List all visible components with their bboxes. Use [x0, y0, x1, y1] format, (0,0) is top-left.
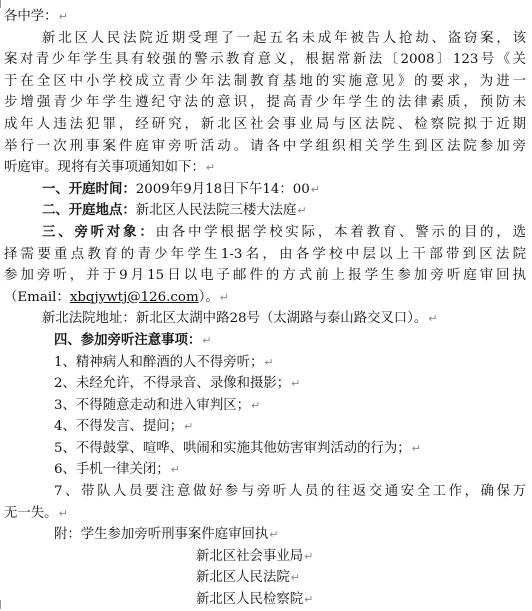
note-7-line-1: 7、带队人员要注意做好参与旁听人员的往返交通安全工作，确保万	[54, 484, 526, 500]
page-edge-bottom-marker	[0, 600, 1, 609]
page-edge-top-marker	[0, 0, 1, 8]
note-text: 2、未经允许，不得录音、录像和摄影；	[54, 376, 291, 392]
note-7-line-2	[4, 503, 526, 525]
salutation-line	[4, 6, 526, 28]
intro-line-1: 新北区人民法院近期受理了一起五名未成年被告人抢劫、盗窃案，该	[42, 30, 526, 46]
intro-line-4: 步增强青少年学生遵纪守法的意识，提高青少年学生的法律素质，预防未	[4, 95, 526, 111]
address-line	[4, 308, 526, 330]
paragraph-mark: ↵	[304, 549, 314, 563]
paragraph-mark: ↵	[297, 204, 307, 218]
paragraph-mark: ↵	[219, 290, 229, 304]
item-3-line-1	[4, 222, 526, 244]
note-text: 6、手机一律关闭；	[54, 462, 170, 478]
item-2-line	[4, 200, 526, 222]
intro-line-6: 举行一次刑事案件庭审旁听活动。请各中学组织相关学生到区法院参加旁	[4, 138, 526, 154]
paragraph-mark: ↵	[304, 593, 314, 607]
paragraph-mark: ↵	[411, 441, 421, 455]
paragraph-mark: ↵	[290, 571, 300, 585]
note-item	[4, 373, 526, 395]
salutation: 各中学：	[4, 9, 58, 24]
signature-line	[4, 589, 526, 611]
court-address: 新北法院地址：新北区太湖中路28号（太湖路与泰山路交叉口）。	[42, 311, 428, 327]
item-3-line-2: 择需要重点教育的青少年学生1-3名，由各学校中层以上干部带到区法院	[4, 246, 526, 262]
item-4-label: 四、参加旁听注意事项：	[54, 331, 202, 348]
item-3-line-3: 参加旁听，并于9月15日以电子邮件的方式前上报学生参加旁听庭审回执	[4, 268, 526, 284]
attachment-text: 附：学生参加旁听刑事案件庭审回执	[54, 527, 269, 543]
note-7-cont: 无一失。	[4, 505, 58, 521]
note-item	[4, 395, 526, 417]
note-item	[4, 459, 526, 481]
signature-court: 新北区人民法院	[196, 570, 290, 586]
note-text: 3、不得随意走动和进入审判区；	[54, 397, 250, 413]
paragraph-mark: ↵	[428, 312, 438, 326]
note-text: 4、不得发言、提问；	[54, 419, 184, 435]
item-1-value: 2009年9月18日下午14：00	[135, 181, 310, 197]
paragraph-mark: ↵	[310, 182, 321, 196]
attachment-line	[4, 524, 526, 546]
item-2-value: 新北区人民法院三楼大法庭	[135, 203, 297, 219]
item-3-label: 三、旁听对象：	[42, 223, 156, 240]
intro-line-7-text: 听庭审。现将有关事项通知如下：	[4, 160, 205, 176]
signature-procuratorate: 新北区人民检察院	[196, 592, 304, 608]
item-3-email-line	[4, 287, 526, 309]
paragraph-mark: ↵	[291, 377, 301, 391]
paragraph-mark: ↵	[251, 398, 261, 412]
signature-line	[4, 546, 526, 568]
intro-line-5: 成年人违法犯罪，经研究，新北区社会事业局与区法院、检察院拟于近期	[4, 116, 526, 132]
item-1-line	[4, 179, 526, 201]
paragraph-mark: ↵	[58, 10, 68, 23]
paragraph-mark: ↵	[58, 506, 68, 520]
signature-line	[4, 567, 526, 589]
item-2-label: 二、开庭地点：	[42, 202, 136, 219]
paragraph-mark: ↵	[205, 161, 216, 175]
email-suffix: ）。	[198, 289, 219, 305]
intro-line-3: 于在全区中小学校成立青少年法制教育基地的实施意见》的要求，为进一	[4, 73, 526, 89]
paragraph-mark: ↵	[184, 420, 194, 434]
email-prefix: （Email：	[4, 289, 70, 305]
note-item	[4, 416, 526, 438]
paragraph-mark: ↵	[202, 333, 212, 347]
paragraph-mark: ↵	[170, 463, 180, 477]
signature-social-affairs-bureau: 新北区社会事业局	[196, 548, 304, 564]
item-4-line	[4, 330, 526, 352]
email-link[interactable]: xbqjywtj@126.com	[69, 289, 199, 305]
note-text: 1、精神病人和醉酒的人不得旁听；	[54, 354, 264, 370]
note-text: 5、不得鼓掌、喧哗、哄闹和实施其他妨害审判活动的行为；	[54, 440, 411, 456]
note-item	[4, 352, 526, 374]
item-3-text-first: 由各中学根据学校实际，本着教育、警示的目的，选	[155, 224, 526, 240]
paragraph-mark: ↵	[264, 355, 274, 369]
paragraph-mark: ↵	[269, 528, 279, 542]
intro-line-7	[4, 157, 526, 179]
item-1-label: 一、开庭时间：	[42, 180, 136, 197]
note-item	[4, 438, 526, 460]
intro-line-2: 案对青少年学生具有较强的警示教育意义，根据常新法〔2008〕123号《关	[4, 52, 526, 68]
